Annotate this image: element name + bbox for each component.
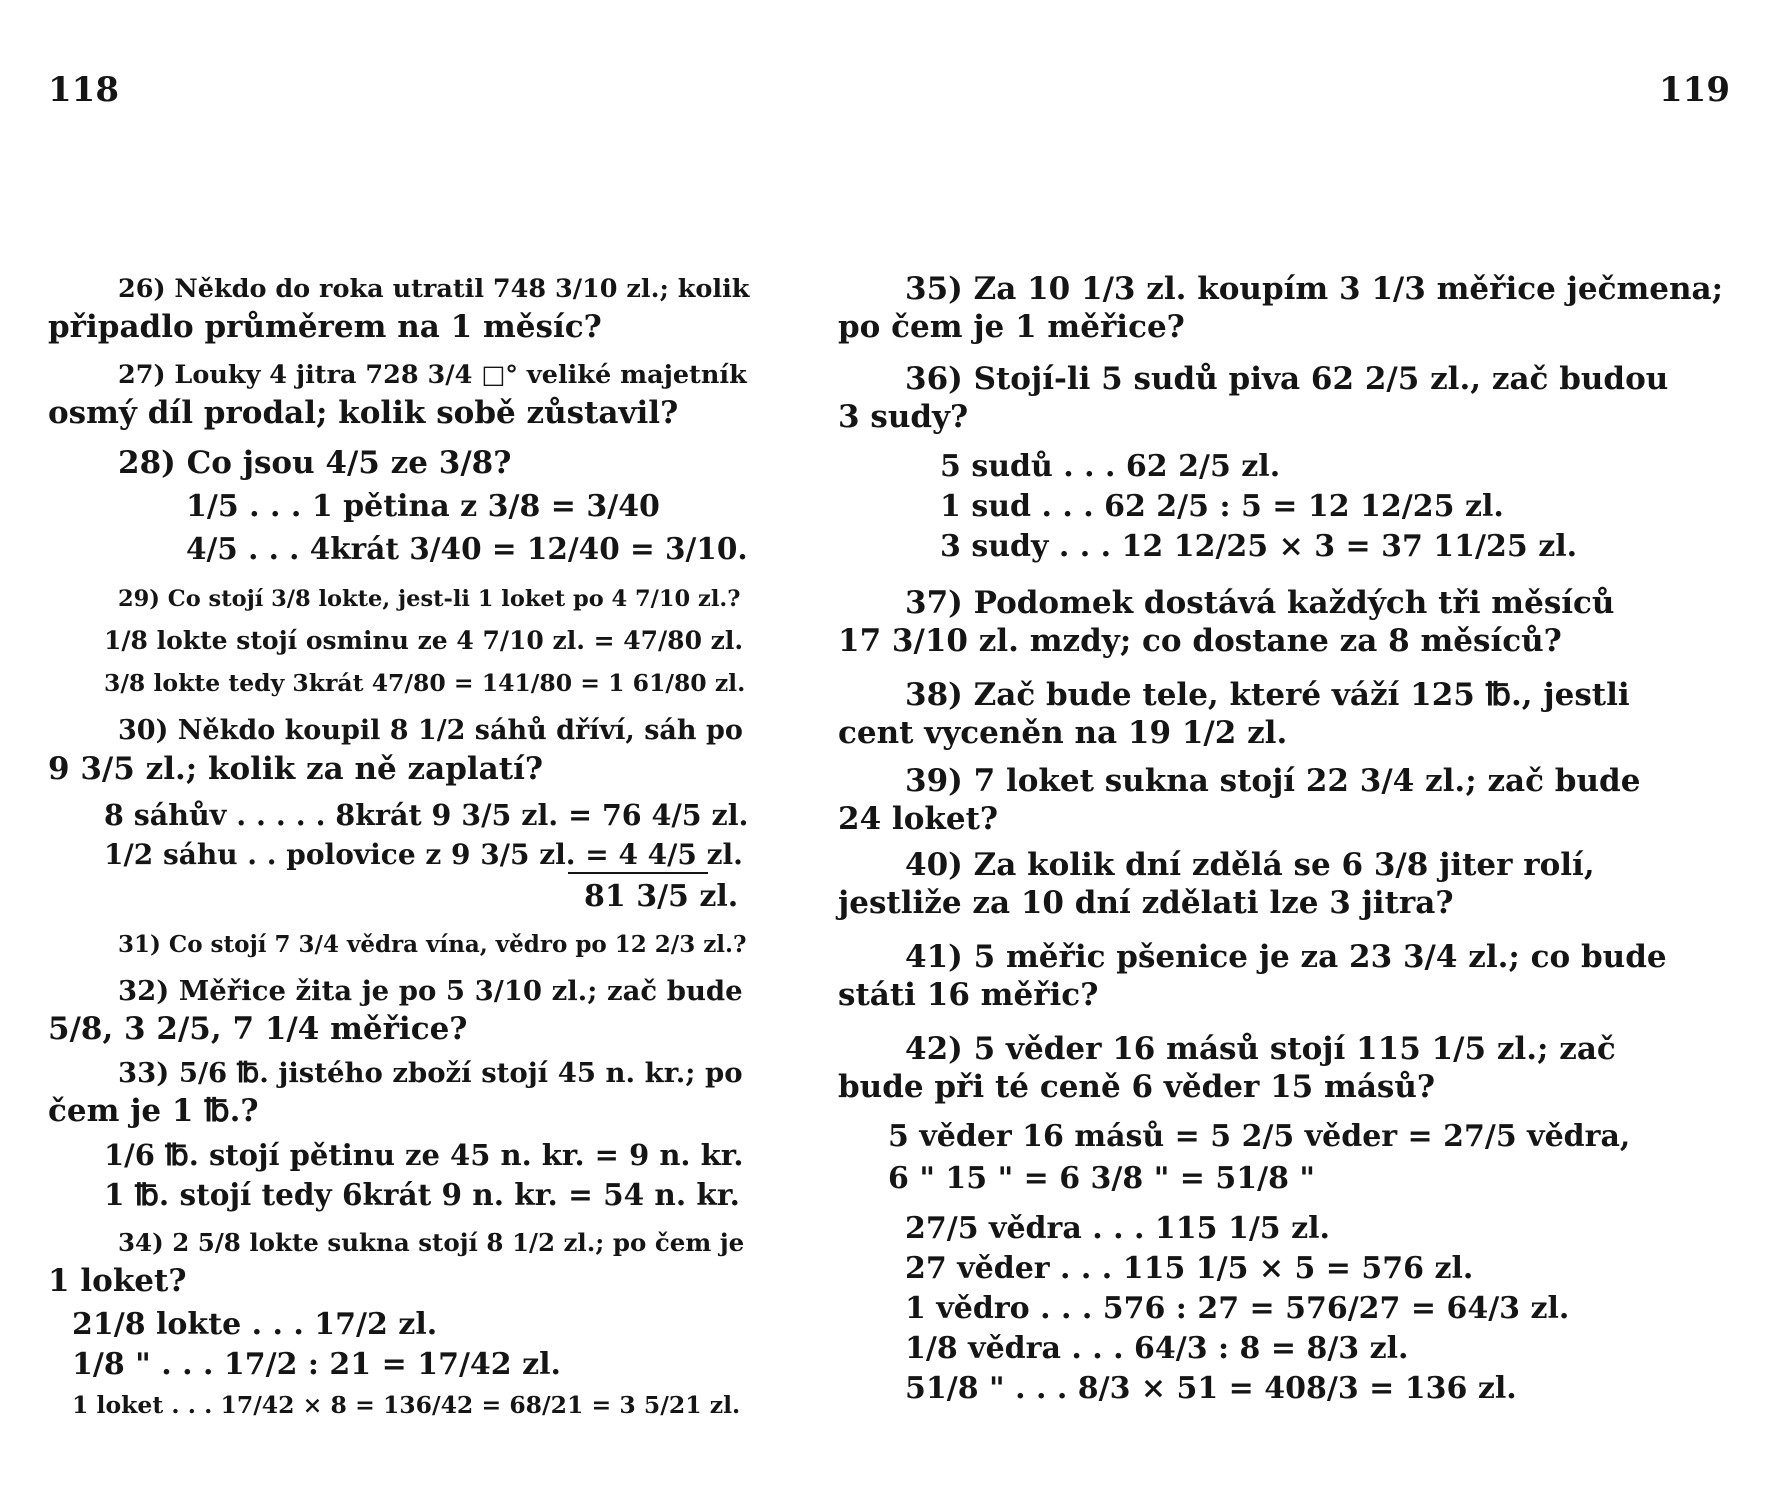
- solution-29-line-1: 1/8 lokte stojí osminu ze 4 7/10 zl. = 47/80 zl.: [104, 626, 744, 655]
- solution-30-sum-rule: [568, 872, 708, 874]
- solution-42-line-4: 27 věder . . . 115 1/5 × 5 = 576 zl.: [905, 1251, 1474, 1286]
- problem-36-line-1: 36) Stojí-li 5 sudů piva 62 2/5 zl., zač budou: [905, 361, 1669, 397]
- problem-41-line-1: 41) 5 měřic pšenice je za 23 3/4 zl.; co bude: [905, 939, 1667, 975]
- page-number-right: 119: [1659, 70, 1730, 110]
- problem-37-line-1: 37) Podomek dostává každých tři měsíců: [905, 585, 1615, 621]
- solution-30-line-1: 8 sáhův . . . . . 8krát 9 3/5 zl. = 76 4/5 zl.: [104, 798, 749, 832]
- problem-38-line-1: 38) Zač bude tele, které váží 125 ℔., jestli: [905, 677, 1630, 713]
- solution-42-line-7: 51/8 " . . . 8/3 × 51 = 408/3 = 136 zl.: [905, 1371, 1517, 1406]
- problem-40-line-1: 40) Za kolik dní zdělá se 6 3/8 jiter rolí,: [905, 847, 1595, 883]
- problem-40-line-2: jestliže za 10 dní zdělati lze 3 jitra?: [838, 885, 1454, 921]
- solution-29-line-2: 3/8 lokte tedy 3krát 47/80 = 141/80 = 1 61/80 zl.: [104, 669, 746, 697]
- solution-42-line-6: 1/8 vědra . . . 64/3 : 8 = 8/3 zl.: [905, 1331, 1409, 1366]
- problem-31-line-1: 31) Co stojí 7 3/4 vědra vína, vědro po 12 2/3 zl.?: [118, 931, 747, 958]
- problem-38-line-2: cent vyceněn na 19 1/2 zl.: [838, 715, 1288, 751]
- solution-36-line-1: 5 sudů . . . 62 2/5 zl.: [940, 449, 1281, 484]
- problem-34-line-1: 34) 2 5/8 lokte sukna stojí 8 1/2 zl.; po čem je: [118, 1228, 745, 1257]
- solution-28-line-2: 4/5 . . . 4krát 3/40 = 12/40 = 3/10.: [186, 531, 748, 566]
- problem-35-line-1: 35) Za 10 1/3 zl. koupím 3 1/3 měřice ječmena;: [905, 271, 1724, 307]
- problem-42-line-2: bude při té ceně 6 věder 15 másů?: [838, 1069, 1436, 1105]
- problem-27-line-2: osmý díl prodal; kolik sobě zůstavil?: [48, 395, 679, 431]
- problem-35-line-2: po čem je 1 měřice?: [838, 309, 1185, 345]
- problem-26-line-1: 26) Někdo do roka utratil 748 3/10 zl.; kolik: [118, 274, 750, 304]
- solution-34-line-1: 21/8 lokte . . . 17/2 zl.: [72, 1307, 438, 1342]
- problem-28-line-1: 28) Co jsou 4/5 ze 3/8?: [118, 445, 512, 481]
- problem-33-line-1: 33) 5/6 ℔. jistého zboží stojí 45 n. kr.; po: [118, 1057, 743, 1089]
- solution-33-line-1: 1/6 ℔. stojí pětinu ze 45 n. kr. = 9 n. kr.: [104, 1138, 744, 1172]
- problem-39-line-1: 39) 7 loket sukna stojí 22 3/4 zl.; zač bude: [905, 763, 1641, 799]
- solution-30-total: 81 3/5 zl.: [584, 879, 739, 914]
- page-number-left: 118: [48, 70, 119, 110]
- solution-36-line-2: 1 sud . . . 62 2/5 : 5 = 12 12/25 zl.: [940, 489, 1504, 524]
- solution-42-line-1: 5 věder 16 másů = 5 2/5 věder = 27/5 vědra,: [888, 1119, 1631, 1154]
- problem-39-line-2: 24 loket?: [838, 801, 999, 837]
- problem-42-line-1: 42) 5 věder 16 másů stojí 115 1/5 zl.; zač: [905, 1031, 1616, 1067]
- problem-30-line-1: 30) Někdo koupil 8 1/2 sáhů dříví, sáh po: [118, 715, 743, 746]
- problem-30-line-2: 9 3/5 zl.; kolik za ně zaplatí?: [48, 751, 544, 787]
- solution-30-line-2: 1/2 sáhu . . polovice z 9 3/5 zl. = 4 4/5 zl.: [104, 838, 743, 871]
- solution-33-line-2: 1 ℔. stojí tedy 6krát 9 n. kr. = 54 n. kr.: [104, 1177, 740, 1212]
- problem-37-line-2: 17 3/10 zl. mzdy; co dostane za 8 měsíců?: [838, 623, 1562, 659]
- solution-36-line-3: 3 sudy . . . 12 12/25 × 3 = 37 11/25 zl.: [940, 529, 1578, 564]
- solution-34-line-2: 1/8 " . . . 17/2 : 21 = 17/42 zl.: [72, 1347, 561, 1382]
- solution-42-line-3: 27/5 vědra . . . 115 1/5 zl.: [905, 1211, 1330, 1246]
- problem-27-line-1: 27) Louky 4 jitra 728 3/4 □° veliké majetník: [118, 360, 747, 390]
- problem-33-line-2: čem je 1 ℔.?: [48, 1093, 259, 1129]
- problem-32-line-2: 5/8, 3 2/5, 7 1/4 měřice?: [48, 1011, 468, 1047]
- problem-41-line-2: státi 16 měřic?: [838, 977, 1099, 1013]
- solution-28-line-1: 1/5 . . . 1 pětina z 3/8 = 3/40: [186, 489, 660, 524]
- problem-32-line-1: 32) Měřice žita je po 5 3/10 zl.; zač bude: [118, 975, 743, 1007]
- problem-36-line-2: 3 sudy?: [838, 399, 969, 435]
- solution-42-line-5: 1 vědro . . . 576 : 27 = 576/27 = 64/3 zl.: [905, 1291, 1570, 1326]
- problem-29-line-1: 29) Co stojí 3/8 lokte, jest-li 1 loket po 4 7/10 zl.?: [118, 586, 741, 612]
- solution-34-line-3: 1 loket . . . 17/42 × 8 = 136/42 = 68/21 = 3 5/21 zl.: [72, 1391, 741, 1419]
- problem-26-line-2: připadlo průměrem na 1 měsíc?: [48, 309, 602, 345]
- solution-42-line-2: 6 " 15 " = 6 3/8 " = 51/8 ": [888, 1161, 1316, 1196]
- problem-34-line-2: 1 loket?: [48, 1263, 187, 1299]
